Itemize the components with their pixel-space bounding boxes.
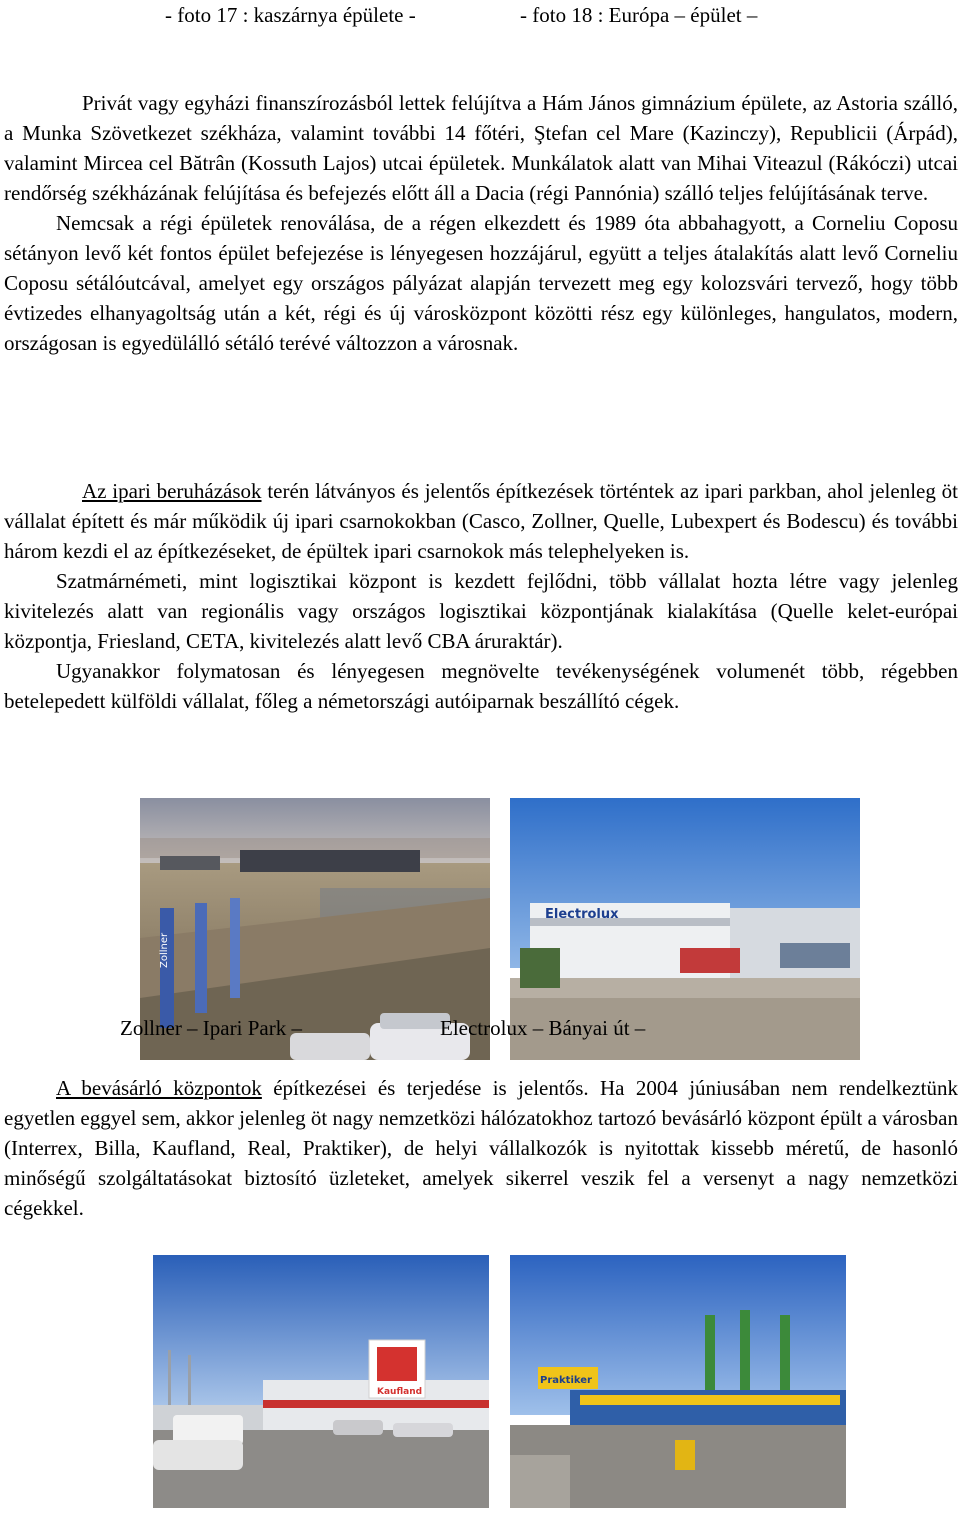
caption-foto-18: - foto 18 : Európa – épület – xyxy=(520,3,758,27)
heading-industrial-investments: Az ipari beruházások xyxy=(82,479,262,503)
caption-foto-17: - foto 17 : kaszárnya épülete - xyxy=(165,3,416,27)
section-industrial xyxy=(4,476,958,716)
photo-praktiker xyxy=(510,1255,846,1508)
caption-electrolux: Electrolux – Bányai út – xyxy=(440,1016,646,1040)
paragraph-logistics: Szatmárnémeti, mint logisztikai központ is kezdett fejlődni, több vállalat hozta létre vagy jelenleg kivitelezés alatt van regionális vagy országos logisztikai központjának kialakítása (Quelle kelet-európai központja, Friesland, CETA, kivitelezés alatt levő CBA áruraktár). xyxy=(4,569,958,653)
heading-shopping-centers: A bevásárló központok xyxy=(56,1076,262,1100)
electrolux-sign-text: Electrolux xyxy=(545,907,619,922)
photo-kaufland xyxy=(153,1255,489,1508)
section-renovations xyxy=(4,88,958,358)
paragraph-coposu-promenade: Nemcsak a régi épületek renoválása, de a régen elkezdett és 1989 óta abbahagyott, a Corneliu Coposu sétányon levő két fontos épület befejezése is lényegesen hozzájárul, együtt a teljes átalakítás alatt levő Corneliu Coposu sétálóutcával, amelyet egy országos pályázat alapján tervezett meg egy kolozsvári tervező, hogy több évtizedes elhanyagoltság után a két, régi és új városközpont közötti rész egy különleges, hangulatos, modern, országosan is egyedülálló sétáló terévé változzon a városnak. xyxy=(4,211,958,355)
kaufland-sign-text: Kaufland xyxy=(377,1387,423,1397)
paragraph-private-renovations: Privát vagy egyházi finanszírozásból lettek felújítva a Hám János gimnázium épülete, az Astoria szálló, a Munka Szövetkezet székháza, valamint további 14 főtéri, Ştefan cel Mare (Kazinczy), Republicii (Árpád), valamint Mircea cel Bătrân (Kossuth Lajos) utcai épületek. Munkálatok alatt van Mihai Viteazul (Rákóczi) utcai rendőrség székházának felújítása és befejezés előtt áll a Dacia (régi Pannónia) szálló teljes felújításának terve. xyxy=(4,91,958,205)
caption-zollner: Zollner – Ipari Park – xyxy=(120,1016,302,1040)
paragraph-foreign-companies: Ugyanakkor folymatosan és lényegesen megnövelte tevékenységének volumenét több, régebben betelepedett külföldi vállalat, főleg a németországi autóiparnak beszállító cégek. xyxy=(4,659,958,713)
paragraph-shopping-centers: A bevásárló központok építkezései és terjedése is jelentős. Ha 2004 júniusában nem rendelkeztünk egyetlen eggyel sem, akkor jelenleg öt nagy nemzetközi hálózatokhoz tartozó bevásárló központ épült a városban (Interrex, Billa, Kaufland, Real, Praktiker), de helyi vállalkozók is nyitottak kissebb méretű, de hasonló minőségű szolgáltatásokat biztosító üzleteket, amelyek sikerrel veszik fel a versenyt a nagy nemzetközi cégekkel. xyxy=(4,1076,959,1220)
paragraph-industrial-investments: Az ipari beruházások terén látványos és jelentős építkezések történtek az ipari parkban, ahol jelenleg öt vállalat épített és már működik új ipari csarnokokban (Casco, Zollner, Quelle, Lubexpert és Bodescu) és további három kezdi el az építkezéseket, de épültek ipari csarnokok más telephelyeken is. xyxy=(4,479,958,563)
photo-captions-top xyxy=(0,0,960,30)
praktiker-sign-text: Praktiker xyxy=(540,1375,592,1386)
flag-zollner-text: Zollner xyxy=(159,932,170,968)
section-shopping-centers xyxy=(4,1073,958,1223)
